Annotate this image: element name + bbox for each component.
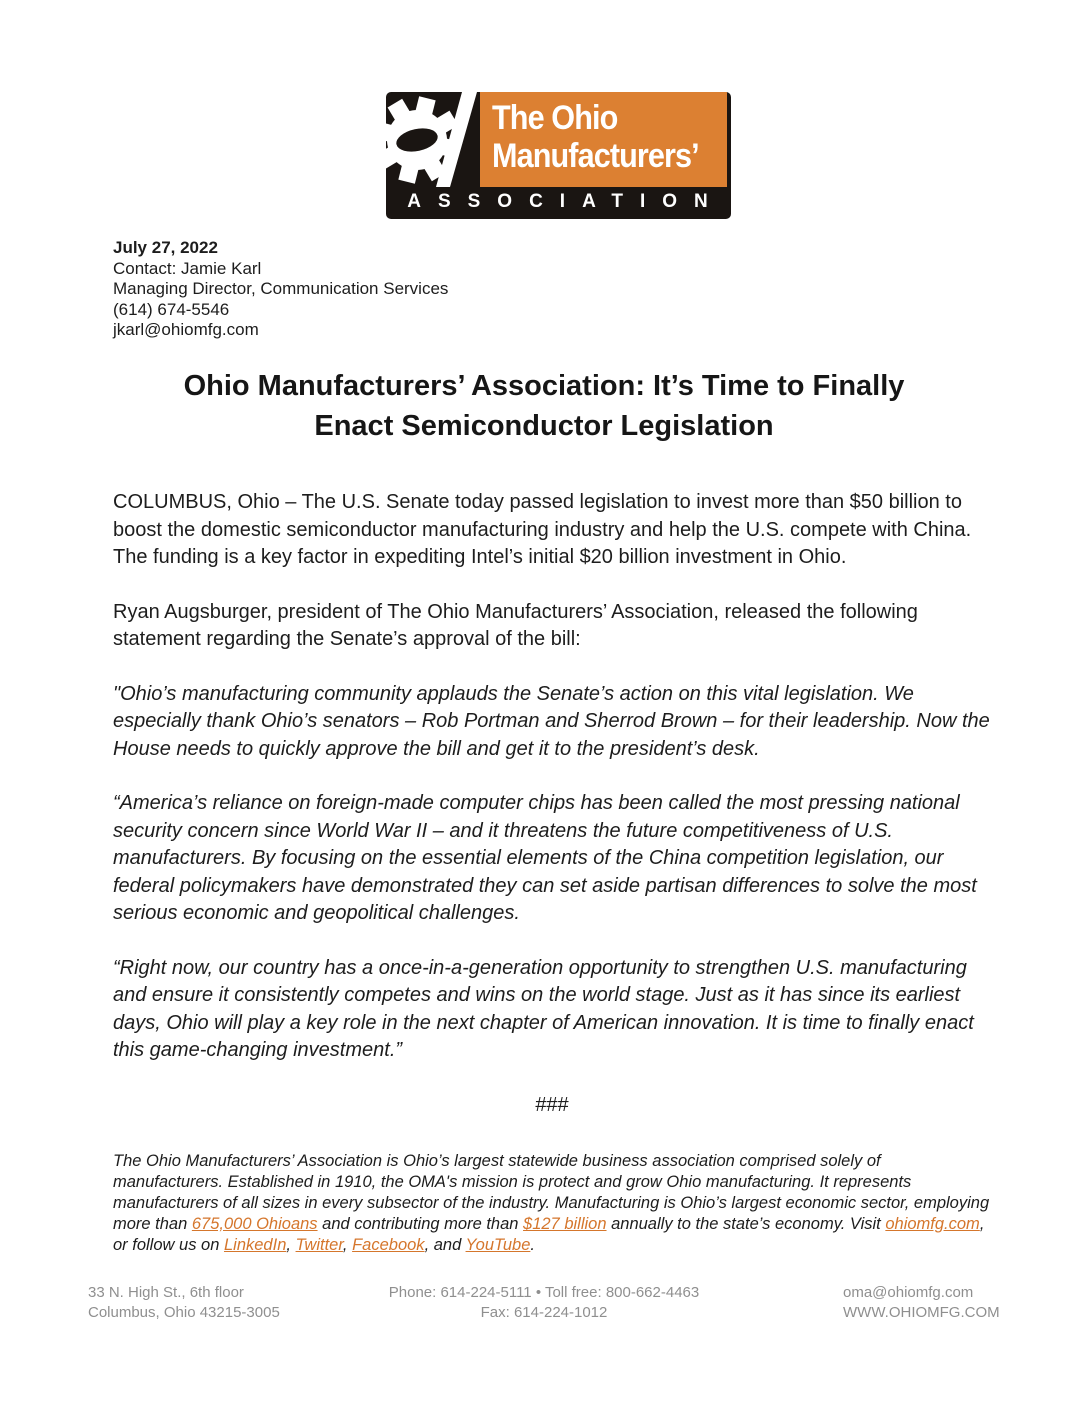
contact-email: jkarl@ohiomfg.com xyxy=(113,320,259,339)
contact-name: Contact: Jamie Karl xyxy=(113,258,262,278)
boilerplate-text: The Ohio Manufacturers’ Association is Ohio’s largest statewide business association comprised solely of manufacturers. Established in 1910, the OMA's mission is protect and grow Ohio manufacturing. It represents manufacturers of all sizes in every subsector of the industry. Manufacturing is Ohio’s largest economic sector, employing more than xyxy=(113,1152,990,1233)
link-127-billion[interactable]: $127 billion xyxy=(523,1215,607,1233)
footer-web-block xyxy=(843,1283,1000,1323)
link-facebook[interactable]: Facebook xyxy=(352,1236,425,1254)
logo-name-line2: Manufacturers’ xyxy=(492,137,699,175)
headline-line1: Ohio Manufacturers’ Association: It’s Time to Finally xyxy=(183,370,905,402)
contact-phone: (614) 674-5546 xyxy=(113,299,230,319)
boilerplate-text: , and xyxy=(424,1236,466,1254)
logo-top xyxy=(386,92,731,187)
quote-paragraph-3: “Right now, our country has a once-in-a-generation opportunity to strengthen U.S. manufacturing and ensure it consistently competes and wins on the world stage. Just as it has since its earliest days, Ohio will play a key role in the next chapter of American innovation. It is time to finally enact this game-changing investment.” xyxy=(113,956,974,1061)
paragraph-lede: COLUMBUS, Ohio – The U.S. Senate today passed legislation to invest more than $50 billion to boost the domestic semiconductor manufacturing industry and help the U.S. compete with China. The funding is a key factor in expediting Intel’s initial $20 billion investment in Ohio. xyxy=(113,491,972,568)
logo-name-panel xyxy=(480,92,727,187)
logo-name-line1: The Ohio xyxy=(492,99,618,137)
boilerplate-text: annually to the state’s economy. Visit xyxy=(606,1215,886,1233)
boilerplate-text: , xyxy=(342,1236,353,1254)
link-ohiomfg-com[interactable]: ohiomfg.com xyxy=(885,1215,980,1233)
footer-phone-line: Phone: 614-224-5111 • Toll free: 800-662-4463 xyxy=(388,1284,700,1301)
page-footer xyxy=(0,1283,1088,1325)
headline-line2: Enact Semiconductor Legislation xyxy=(314,410,774,442)
quote-paragraph-2: “America’s reliance on foreign-made computer chips has been called the most pressing national security concern since World War II – and it threatens the future competitiveness of U.S. manufacturers. By focusing on the essential elements of the China competition legislation, our federal policymakers have demonstrated they can set aside partisan differences to solve the most serious economic and geopolitical challenges. xyxy=(113,792,977,924)
footer-address-line2: Columbus, Ohio 43215-3005 xyxy=(88,1304,280,1321)
gear-icon xyxy=(386,92,480,187)
end-mark: ### xyxy=(535,1093,569,1116)
footer-email: oma@ohiomfg.com xyxy=(843,1284,974,1301)
link-youtube[interactable]: YouTube xyxy=(465,1236,531,1254)
link-linkedin[interactable]: LinkedIn xyxy=(223,1236,287,1254)
footer-address-line1: 33 N. High St., 6th floor xyxy=(88,1284,244,1301)
quote-paragraph-1: "Ohio’s manufacturing community applauds the Senate’s action on this vital legislation. We especially thank Ohio’s senators – Rob Portman and Sherrod Brown – for their leadership. Now the House needs to quickly approve the bill and get it to the president’s desk. xyxy=(113,682,990,760)
article-body xyxy=(113,489,991,1283)
page-title xyxy=(0,366,1088,446)
footer-fax-line: Fax: 614-224-1012 xyxy=(480,1304,608,1321)
boilerplate-paragraph xyxy=(113,1151,991,1256)
boilerplate-text: . xyxy=(530,1236,535,1254)
boilerplate-text: , or follow us on xyxy=(113,1215,985,1254)
paragraph-attribution: Ryan Augsburger, president of The Ohio Manufacturers’ Association, released the following statement regarding the Senate’s approval of the bill: xyxy=(113,600,918,650)
logo-association-banner: ASSOCIATION xyxy=(407,191,725,212)
contact-title: Managing Director, Communication Services xyxy=(113,279,449,298)
oma-logo xyxy=(386,92,731,219)
contact-block xyxy=(113,238,448,341)
link-twitter[interactable]: Twitter xyxy=(295,1236,343,1254)
boilerplate-text: and contributing more than xyxy=(317,1215,524,1233)
link-675000-ohioans[interactable]: 675,000 Ohioans xyxy=(191,1215,318,1233)
footer-website: WWW.OHIOMFG.COM xyxy=(843,1304,1000,1321)
release-date: July 27, 2022 xyxy=(113,238,218,257)
boilerplate-text: , xyxy=(286,1236,296,1254)
